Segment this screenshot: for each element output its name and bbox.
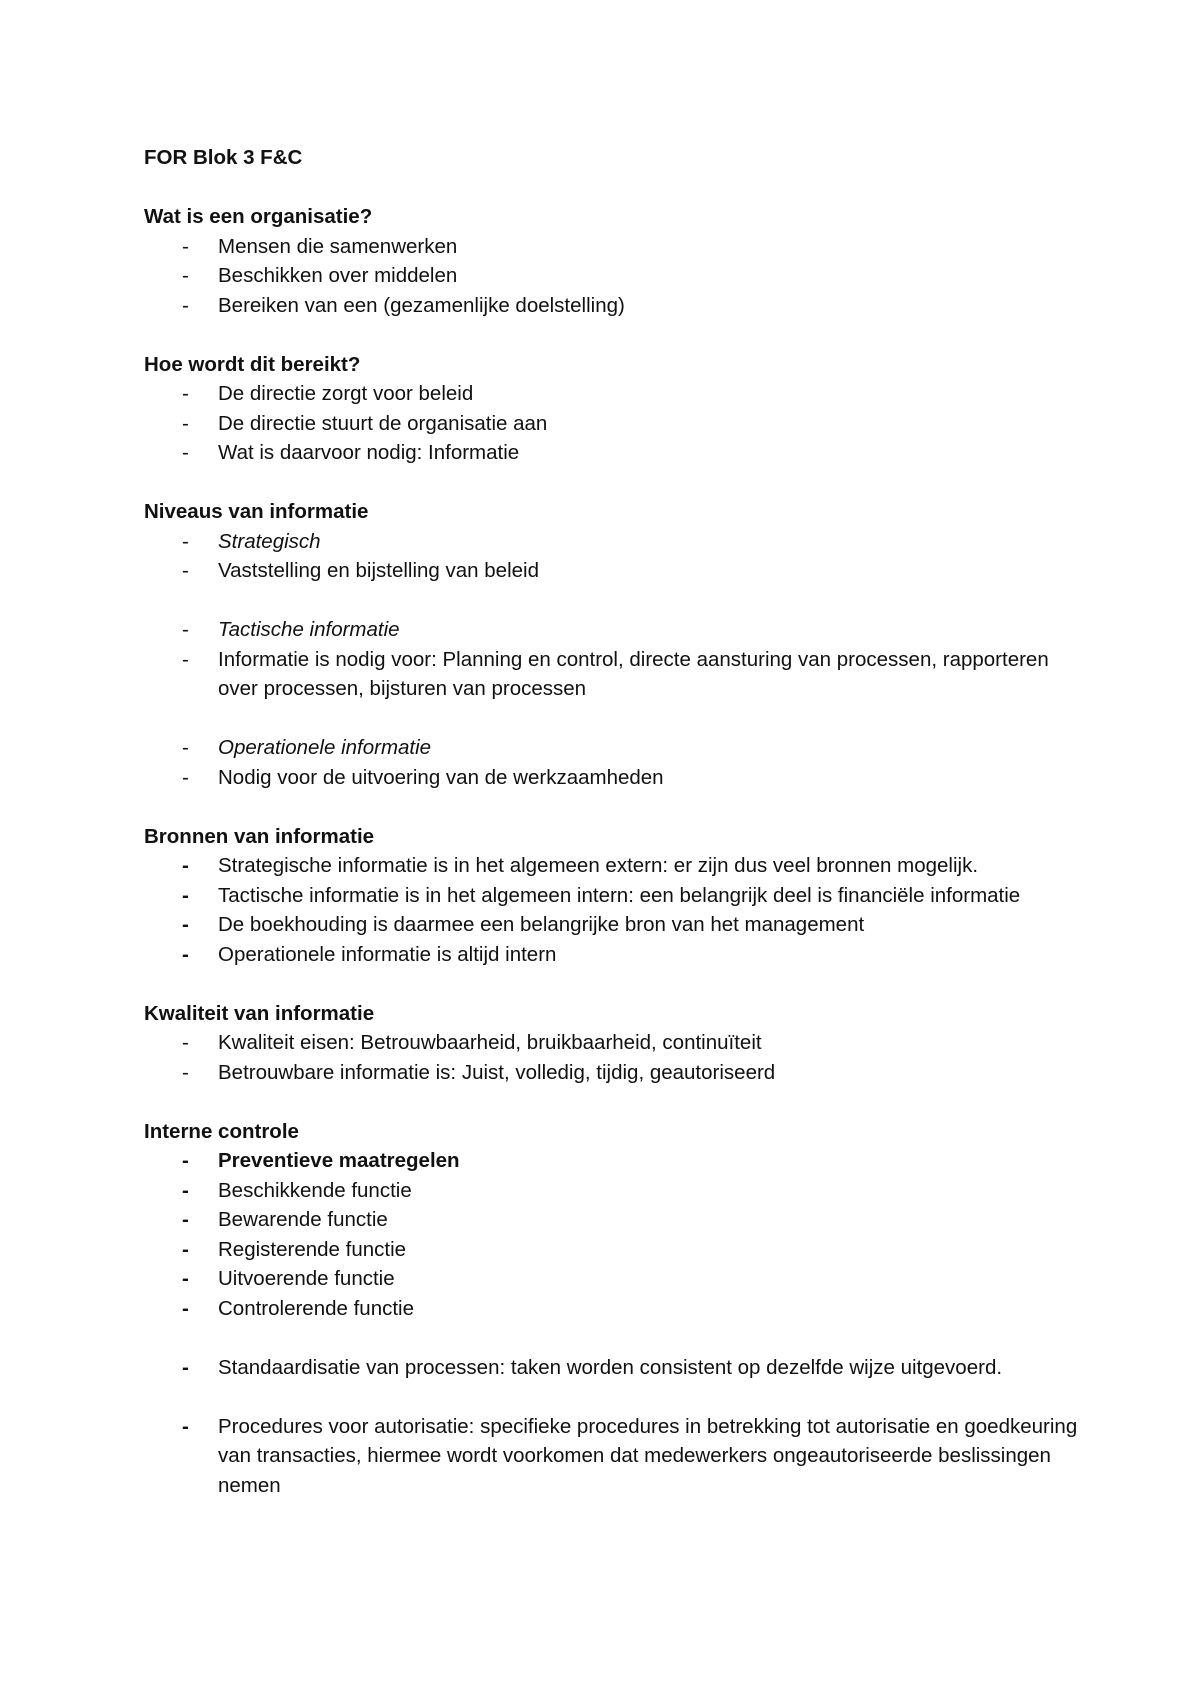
dash-bullet: - (182, 1296, 189, 1320)
dash-bullet: - (182, 559, 189, 582)
section-heading: Bronnen van informatie (144, 824, 375, 848)
dash-bullet: - (182, 1208, 189, 1231)
list-item-text: Bewarende functie (218, 1208, 388, 1231)
section-heading: Niveaus van informatie (144, 500, 369, 523)
dash-bullet: - (182, 883, 189, 907)
list-item-text: Registerende functie (218, 1237, 407, 1261)
section-kwaliteit (144, 999, 1084, 1088)
dash-bullet: - (182, 234, 189, 258)
list-item-text: De directie stuurt de organisatie aan (218, 411, 548, 435)
list-item (144, 1264, 1084, 1294)
list-item (144, 261, 1084, 291)
dash-bullet: - (182, 1355, 189, 1379)
list-item-text: Operationele informatie (218, 736, 432, 759)
list-item-text: Informatie is nodig voor: Planning en control, directe aansturing van processen, rapporteren over processen, bijsturen van processen (218, 647, 1049, 700)
list-item (144, 438, 1084, 468)
list-item-text: Beschikken over middelen (218, 264, 458, 287)
list-item (144, 1235, 1084, 1265)
list-item-text: Controlerende functie (218, 1296, 415, 1320)
section-heading: Interne controle (144, 1119, 299, 1143)
bullet-list (144, 379, 1084, 468)
list-item (144, 1205, 1084, 1235)
dash-bullet: - (182, 1267, 189, 1290)
list-item (144, 940, 1084, 970)
list-item-text: Beschikkende functie (218, 1178, 412, 1202)
dash-bullet: - (182, 411, 189, 435)
dash-bullet: - (182, 529, 189, 553)
list-item (144, 1058, 1084, 1088)
list-item-text: Strategische informatie is in het algemeen extern: er zijn dus veel bronnen mogelijk. (218, 854, 979, 877)
list-item (144, 1353, 1084, 1383)
dash-bullet: - (182, 293, 189, 317)
bullet-list (144, 232, 1084, 321)
list-item (144, 645, 1084, 704)
list-item-text: Operationele informatie is altijd intern (218, 942, 557, 966)
list-item-text: Wat is daarvoor nodig: Informatie (218, 441, 520, 464)
list-item-text: Uitvoerende functie (218, 1267, 395, 1290)
list-item (144, 910, 1084, 940)
list-item (144, 881, 1084, 911)
section-bereikt (144, 350, 1084, 468)
list-item (144, 291, 1084, 321)
dash-bullet: - (182, 942, 189, 966)
list-item-text: Bereiken van een (gezamenlijke doelstelling) (218, 293, 625, 317)
section-controle (144, 1117, 1084, 1501)
list-item-text: Procedures voor autorisatie: specifieke procedures in betrekking tot autorisatie en goedkeuring van transacties, hiermee wordt voorkomen dat medewerkers ongeautoriseerde beslissingen nemen (218, 1414, 1078, 1497)
list-item (144, 615, 1084, 645)
document-body (144, 143, 1084, 1530)
dash-bullet: - (182, 736, 189, 759)
dash-bullet: - (182, 854, 189, 877)
dash-bullet: - (182, 382, 189, 405)
section-organisatie (144, 202, 1084, 320)
dash-bullet: - (182, 913, 189, 936)
dash-bullet: - (182, 1237, 189, 1261)
dash-bullet: - (182, 1149, 189, 1172)
list-item-text: Nodig voor de uitvoering van de werkzaamheden (218, 765, 664, 789)
dash-bullet: - (182, 1060, 189, 1084)
list-item-text: Mensen die samenwerken (218, 234, 458, 258)
dash-bullet: - (182, 264, 189, 287)
dash-bullet: - (182, 1031, 189, 1054)
dash-bullet: - (182, 441, 189, 464)
dash-bullet: - (182, 1178, 189, 1202)
list-item-text: Strategisch (218, 529, 321, 553)
bullet-list (144, 527, 1084, 793)
list-item-text: Preventieve maatregelen (218, 1149, 460, 1172)
list-item-text: De boekhouding is daarmee een belangrijke bron van het management (218, 913, 865, 936)
bullet-list (144, 1028, 1084, 1087)
list-item-text: De directie zorgt voor beleid (218, 382, 474, 405)
dash-bullet: - (182, 618, 189, 641)
section-niveaus (144, 497, 1084, 792)
list-item (144, 1412, 1084, 1501)
list-item-text: Betrouwbare informatie is: Juist, volledig, tijdig, geautoriseerd (218, 1060, 776, 1084)
list-item-text: Standaardisatie van processen: taken worden consistent op dezelfde wijze uitgevoerd. (218, 1355, 1003, 1379)
list-item (144, 1294, 1084, 1324)
section-heading: Hoe wordt dit bereikt? (144, 352, 361, 376)
list-item (144, 409, 1084, 439)
list-item-text: Tactische informatie is in het algemeen intern: een belangrijk deel is financiële informatie (218, 883, 1021, 907)
list-item (144, 1028, 1084, 1058)
list-item (144, 851, 1084, 881)
section-bronnen (144, 822, 1084, 970)
list-item (144, 1146, 1084, 1176)
list-item-text: Tactische informatie (218, 618, 400, 641)
dash-bullet: - (182, 647, 189, 671)
list-item (144, 1176, 1084, 1206)
section-heading: Kwaliteit van informatie (144, 1001, 375, 1025)
dash-bullet: - (182, 765, 189, 789)
list-item (144, 232, 1084, 262)
bullet-list (144, 851, 1084, 969)
document-title: FOR Blok 3 F&C (144, 146, 303, 169)
list-item (144, 733, 1084, 763)
list-item (144, 379, 1084, 409)
list-item-text: Kwaliteit eisen: Betrouwbaarheid, bruikbaarheid, continuïteit (218, 1031, 762, 1054)
section-heading: Wat is een organisatie? (144, 205, 373, 228)
list-item (144, 527, 1084, 557)
list-item-text: Vaststelling en bijstelling van beleid (218, 559, 539, 582)
bullet-list (144, 1146, 1084, 1500)
list-item (144, 556, 1084, 586)
dash-bullet: - (182, 1414, 189, 1438)
list-item (144, 763, 1084, 793)
